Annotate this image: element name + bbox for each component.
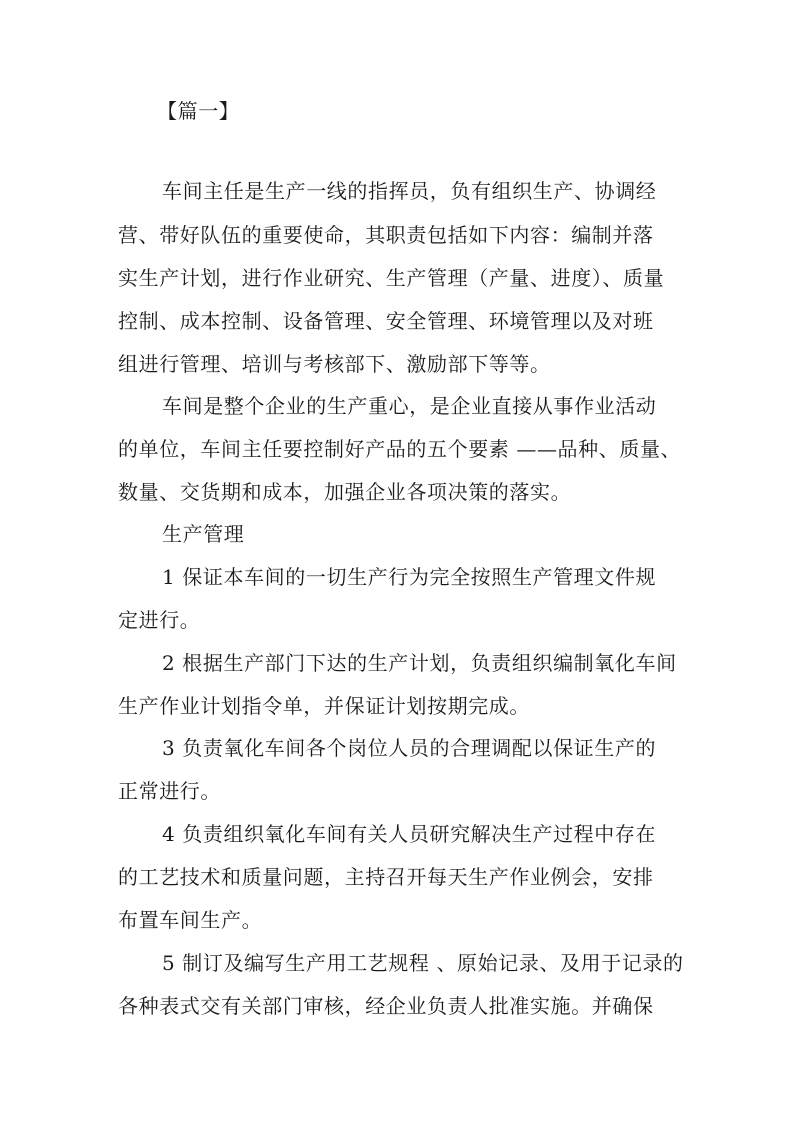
list-item-line: 3 负责氧化车间各个岗位人员的合理调配以保证生产的 [162,736,657,760]
paragraph-line: 车间主任是生产一线的指挥员，负有组织生产、协调经 [162,179,657,203]
list-item-line: 布置车间生产。 [118,908,263,932]
list-item-line: 5 制订及编写生产用工艺规程 、原始记录、及用于记录的 [162,951,684,975]
list-item-line: 2 根据生产部门下达的生产计划，负责组织编制氧化车间 [162,651,677,675]
list-item-line: 各种表式交有关部门审核，经企业负责人批准实施。并确保 [118,994,654,1018]
paragraph-line: 控制、成本控制、设备管理、安全管理、环境管理以及对班 [118,309,654,333]
list-item-line: 4 负责组织氧化车间有关人员研究解决生产过程中存在 [162,822,657,846]
list-item-line: 的工艺技术和质量问题，主持召开每天生产作业例会，安排 [118,865,654,889]
subheading: 生产管理 [162,522,245,546]
list-item-line: 正常进行。 [118,779,221,803]
paragraph-line: 数量、交货期和成本，加强企业各项决策的落实。 [118,480,572,504]
paragraph-line: 实生产计划，进行作业研究、生产管理（产量、进度）、质量 [118,266,665,290]
list-item-line: 1 保证本车间的一切生产行为完全按照生产管理文件规 [162,565,657,589]
section-title: 【篇一】 [157,99,240,123]
list-item-line: 定进行。 [118,608,201,632]
paragraph-line: 营、带好队伍的重要使命，其职责包括如下内容：编制并落 [118,223,654,247]
paragraph-line: 组进行管理、培训与考核部下、激励部下等等。 [118,352,551,376]
paragraph-line: 的单位，车间主任要控制好产品的五个要素 ——品种、质量、 [118,437,682,461]
list-item-line: 生产作业计划指令单，并保证计划按期完成。 [118,694,530,718]
paragraph-line: 车间是整个企业的生产重心，是企业直接从事作业活动 [162,394,657,418]
